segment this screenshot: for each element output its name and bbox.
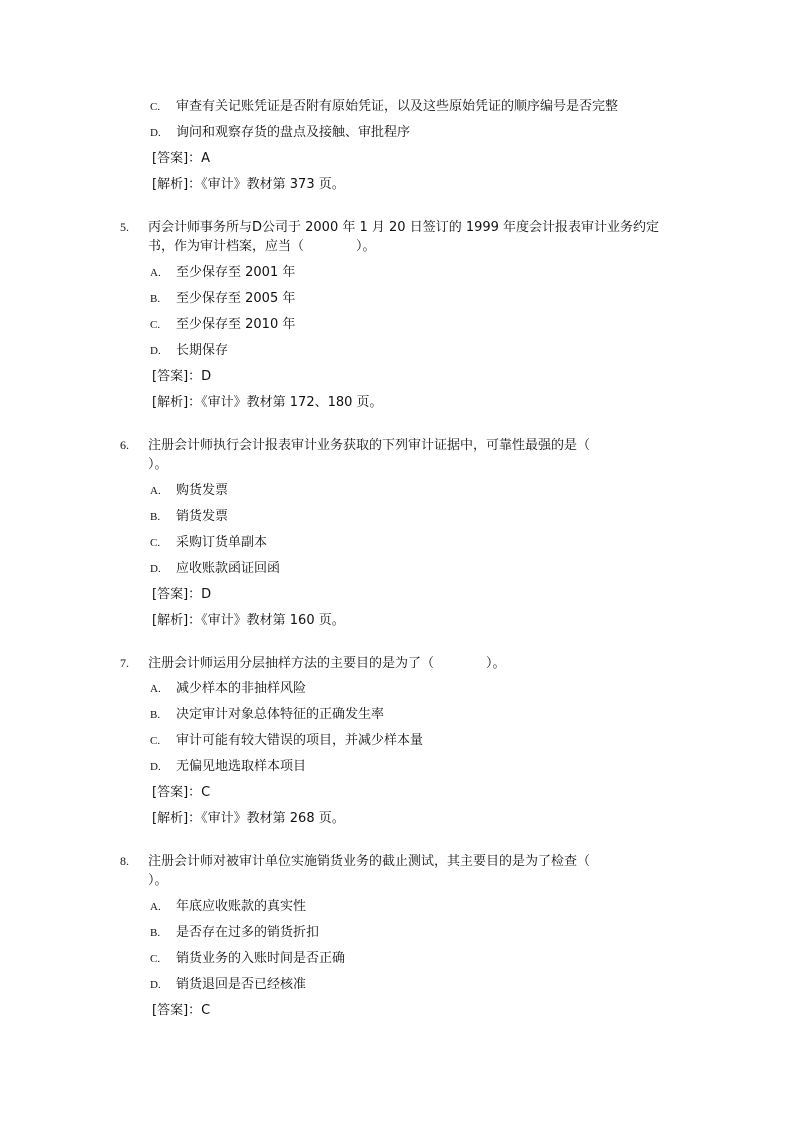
option-text: 购货发票 bbox=[176, 483, 229, 498]
option-text: 至少保存至 2001 年 bbox=[176, 265, 296, 280]
option-label: A. bbox=[150, 683, 161, 695]
option-line bbox=[150, 976, 306, 994]
question-number: 5. bbox=[120, 220, 129, 234]
analysis-line: [解析]：《审计》教材第 172、180 页。 bbox=[152, 395, 383, 410]
answer-line: [答案]：D bbox=[152, 369, 212, 384]
option-label: D. bbox=[150, 563, 161, 575]
question-7-line-1 bbox=[120, 654, 506, 672]
option-line bbox=[150, 560, 280, 578]
option-label: C. bbox=[150, 537, 161, 549]
option-label: B. bbox=[150, 709, 161, 721]
analysis-line: [解析]：《审计》教材第 373 页。 bbox=[152, 177, 345, 192]
option-label: B. bbox=[150, 511, 161, 523]
question-number: 8. bbox=[120, 854, 129, 868]
option-label: D. bbox=[150, 127, 161, 139]
option-line bbox=[150, 98, 618, 116]
question-8-line-2: ）。 bbox=[148, 873, 168, 888]
answer-line: [答案]：D bbox=[152, 587, 212, 602]
question-6-line-2: ）。 bbox=[148, 457, 168, 472]
option-label: C. bbox=[150, 319, 161, 331]
answer-line: [答案]：C bbox=[152, 785, 211, 800]
option-line bbox=[150, 264, 295, 282]
option-label: A. bbox=[150, 485, 161, 497]
option-text: 采购订货单副本 bbox=[176, 535, 268, 550]
option-text: 销货业务的入账时间是否正确 bbox=[176, 951, 346, 966]
option-label: B. bbox=[150, 293, 161, 305]
answer-line: [答案]：A bbox=[152, 151, 211, 166]
option-text: 是否存在过多的销货折扣 bbox=[176, 925, 320, 940]
option-text: 长期保存 bbox=[176, 343, 229, 358]
option-label: C. bbox=[150, 101, 161, 113]
option-line bbox=[150, 482, 228, 500]
option-label: C. bbox=[150, 953, 161, 965]
option-label: B. bbox=[150, 927, 161, 939]
option-label: C. bbox=[150, 735, 161, 747]
option-line bbox=[150, 534, 267, 552]
option-line bbox=[150, 290, 295, 308]
question-text: 丙会计师事务所与D公司于 2000 年 1 月 20 日签订的 1999 年度会计报表审计业务约定 bbox=[148, 220, 660, 235]
option-text: 询问和观察存货的盘点及接触、审批程序 bbox=[176, 125, 411, 140]
analysis-line: [解析]：《审计》教材第 160 页。 bbox=[152, 613, 345, 628]
option-text: 审计可能有较大错误的项目，并减少样本量 bbox=[176, 733, 424, 748]
option-label: D. bbox=[150, 979, 161, 991]
question-6-line-1 bbox=[120, 436, 590, 454]
option-text: 减少样本的非抽样风险 bbox=[176, 681, 307, 696]
option-line bbox=[150, 316, 295, 334]
option-line bbox=[150, 924, 319, 942]
option-label: D. bbox=[150, 761, 161, 773]
question-text: 注册会计师运用分层抽样方法的主要目的是为了（ ）。 bbox=[148, 656, 506, 671]
option-label: A. bbox=[150, 901, 161, 913]
question-number: 6. bbox=[120, 438, 129, 452]
option-line bbox=[150, 342, 228, 360]
question-5-line-1 bbox=[120, 218, 659, 236]
option-line bbox=[150, 732, 423, 750]
option-text: 审查有关记账凭证是否附有原始凭证，以及这些原始凭证的顺序编号是否完整 bbox=[176, 99, 619, 114]
question-8-line-1 bbox=[120, 852, 590, 870]
option-label: A. bbox=[150, 267, 161, 279]
question-number: 7. bbox=[120, 656, 129, 670]
option-text: 销货退回是否已经核准 bbox=[176, 977, 307, 992]
option-line bbox=[150, 680, 306, 698]
option-text: 应收账款函证回函 bbox=[176, 561, 281, 576]
option-text: 无偏见地选取样本项目 bbox=[176, 759, 307, 774]
option-text: 销货发票 bbox=[176, 509, 229, 524]
option-line bbox=[150, 898, 306, 916]
option-line bbox=[150, 706, 384, 724]
option-line bbox=[150, 124, 410, 142]
option-text: 决定审计对象总体特征的正确发生率 bbox=[176, 707, 385, 722]
option-line bbox=[150, 950, 345, 968]
option-label: D. bbox=[150, 345, 161, 357]
analysis-line: [解析]：《审计》教材第 268 页。 bbox=[152, 811, 345, 826]
option-text: 至少保存至 2005 年 bbox=[176, 291, 296, 306]
option-line bbox=[150, 508, 228, 526]
option-text: 年底应收账款的真实性 bbox=[176, 899, 307, 914]
question-5-line-2: 书，作为审计档案，应当（ ）。 bbox=[148, 239, 376, 254]
question-text: 注册会计师执行会计报表审计业务获取的下列审计证据中，可靠性最强的是（ bbox=[148, 438, 591, 453]
question-text: 注册会计师对被审计单位实施销货业务的截止测试，其主要目的是为了检查（ bbox=[148, 854, 591, 869]
option-line bbox=[150, 758, 306, 776]
answer-line: [答案]：C bbox=[152, 1003, 211, 1018]
option-text: 至少保存至 2010 年 bbox=[176, 317, 296, 332]
